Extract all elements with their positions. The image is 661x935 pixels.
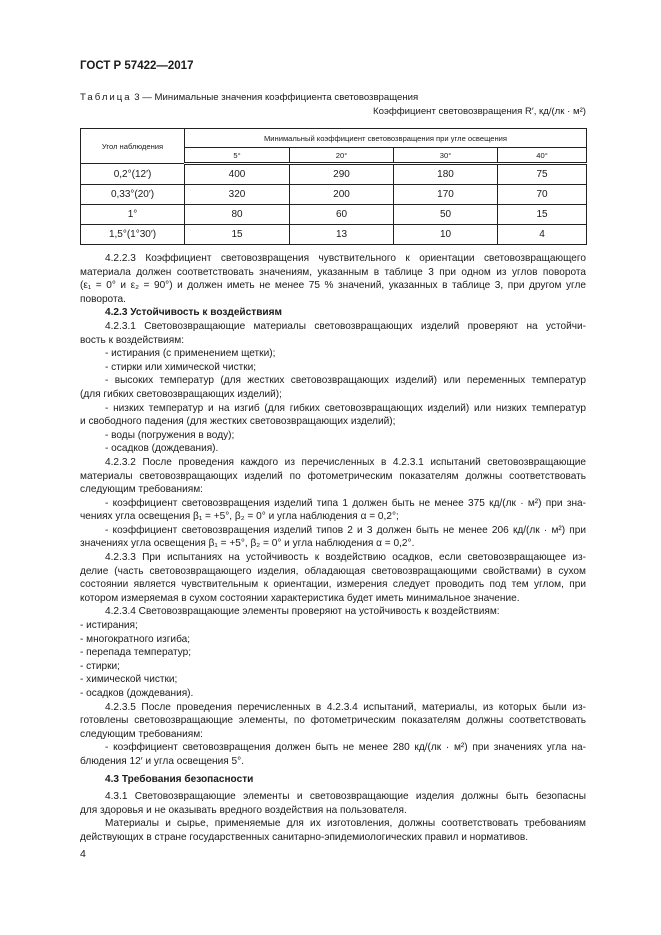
column-header-angle: 30° — [394, 148, 498, 164]
text-line: - истирания (с применением щетки); — [105, 348, 276, 360]
text-line: - осадков (дождевания). — [105, 443, 219, 455]
text-line: состоянии является чувствительным к ориентации, измерения следует проводить под тем углом, при — [80, 579, 586, 591]
text-line: - коэффициент световозвращения должен быть не менее 280 кд/(лк · м²) при значениях угла на- — [105, 742, 586, 754]
text-line: - перепада температур; — [80, 647, 192, 659]
text-line: Материалы и сырье, применяемые для их изготовления, должны соответствовать требованиям — [105, 818, 586, 830]
text-line: готовлены световозвращающие элементы, по фотометрическим показателям должны соответствовать — [80, 715, 586, 727]
text-line: делие (часть световозвращающего изделия, обладающая световозвращающими свойствами) в сухом — [80, 565, 586, 577]
text-line: материалы световозвращающих изделий по фотометрическим показателям должны соответствовать — [80, 470, 586, 482]
text-line: 4.2.3.1 Световозвращающие материалы световозвращающих изделий проверяют на устойчи- — [105, 320, 586, 332]
text-line: материала должен соответствовать значениям, указанным в таблице 3 при одном из углов поворота — [80, 266, 586, 278]
row-angle: 1° — [81, 205, 185, 225]
column-header-angle: 20° — [290, 148, 394, 164]
text-line: - истирания; — [80, 620, 138, 632]
table-cell: 80 — [185, 205, 290, 225]
table-cell: 180 — [394, 164, 498, 185]
row-angle: 0,2°(12′) — [81, 164, 185, 185]
row-angle: 1,5°(1°30′) — [81, 225, 185, 245]
text-line: 4.2.3.4 Световозвращающие элементы проверяют на устойчивость к воздействиям: — [105, 606, 500, 618]
text-line: - химической чистки; — [80, 674, 178, 686]
table-cell: 400 — [185, 164, 290, 185]
document-header: ГОСТ Р 57422—2017 — [80, 60, 194, 72]
text-line: и свободного падения (для жестких световозвращающих изделий); — [80, 416, 396, 428]
table-cell: 320 — [185, 185, 290, 205]
text-line: - низких температур и на изгиб (для гибких световозвращающих изделий) или низких температур — [105, 402, 586, 414]
text-line: 4.2.3.3 При испытаниях на устойчивость к воздействию осадков, если световозвращающее из- — [105, 552, 586, 564]
table-cell: 10 — [394, 225, 498, 245]
text-line: чениях угла освещения β₁ = +5°, β₂ = 0° и угла наблюдения α = 0,2°; — [80, 511, 399, 523]
text-line: поворота. — [80, 293, 126, 305]
table-cell: 60 — [290, 205, 394, 225]
text-line: - коэффициент световозвращения изделий типов 2 и 3 должен быть не менее 206 кд/(лк · м²) при — [105, 524, 586, 536]
text-line: - высоких температур (для жестких световозвращающих изделий) или переменных температур — [105, 375, 586, 387]
text-line: действующих в стране государственных санитарно-эпидемиологических правил и нормативов. — [80, 831, 529, 843]
table-cell: 290 — [290, 164, 394, 185]
table-cell: 15 — [498, 205, 587, 225]
table-cell: 13 — [290, 225, 394, 245]
column-header-angle: 5° — [185, 148, 290, 164]
text-line: 4.3.1 Световозвращающие элементы и световозвращающие изделия должны быть безопасны — [105, 791, 586, 803]
column-header-observation-angle: Угол наблюдения — [81, 129, 185, 164]
page-number: 4 — [80, 848, 86, 860]
table-cell: 4 — [498, 225, 587, 245]
row-angle: 0,33°(20′) — [81, 185, 185, 205]
document-body — [80, 252, 586, 845]
table-caption-text: 3 — Минимальные значения коэффициента световозвращения — [134, 92, 419, 103]
table-row — [81, 225, 587, 245]
table-cell: 75 — [498, 164, 587, 185]
column-header-angle: 40° — [498, 148, 587, 164]
table-cell: 170 — [394, 185, 498, 205]
text-line: - многократного изгиба; — [80, 633, 191, 645]
text-line: котором измеряемая в сухом состоянии характеристика будет иметь минимальное значение. — [80, 592, 520, 604]
text-line: блюдения 12′ и угла освещения 5°. — [80, 755, 244, 767]
text-line: 4.2.3.2 После проведения каждого из перечисленных в 4.2.3.1 испытаний световозвращающие — [105, 456, 586, 468]
table-cell: 15 — [185, 225, 290, 245]
table-caption-label: Таблица — [80, 92, 132, 103]
table-cell: 70 — [498, 185, 587, 205]
text-line: (ε₁ = 0° и ε₂ = 90°) и должен иметь не менее 75 % значений, указанных в таблице 3, при другом угле — [80, 280, 586, 292]
text-line: 4.2.2.3 Коэффициент световозвращения чувствительного к ориентации световозвращающего — [105, 253, 586, 264]
text-line: значениях угла освещения β₁ = +5°, β₂ = 0° и угла наблюдения α = 0,2°. — [80, 538, 415, 550]
text-line: 4.2.3.5 После проведения перечисленных в 4.2.3.4 испытаний, материалы, из которых были из- — [105, 701, 586, 713]
text-line: вость к воздействиям: — [80, 334, 184, 346]
text-line: следующим требованиям: — [80, 728, 203, 740]
text-line: следующим требованиям: — [80, 484, 203, 496]
table-row — [81, 205, 587, 225]
table-row — [81, 185, 587, 205]
table-cell: 200 — [290, 185, 394, 205]
text-line: - стирки; — [80, 660, 120, 672]
table-caption — [80, 92, 418, 103]
section-heading: 4.3 Требования безопасности — [105, 773, 254, 785]
table-cell: 50 — [394, 205, 498, 225]
section-heading: 4.2.3 Устойчивость к воздействиям — [105, 307, 282, 319]
text-line: - стирки или химической чистки; — [105, 361, 257, 373]
text-line: - осадков (дождевания). — [80, 688, 194, 699]
text-line: (для гибких световозвращающих изделий); — [80, 388, 282, 400]
column-group-header: Минимальный коэффициент световозвращения при угле освещения — [185, 129, 587, 148]
text-line: для здоровья и не оказывать вредного воздействия на пользователя. — [80, 804, 407, 816]
table-units: Коэффициент световозвращения R′, кд/(лк · м²) — [373, 106, 586, 117]
text-line: - воды (погружения в воду); — [105, 429, 235, 441]
retroreflection-table — [80, 128, 587, 245]
text-line: - коэффициент световозвращения изделий типа 1 должен быть не менее 375 кд/(лк · м²) при зна- — [105, 497, 586, 509]
table-row — [81, 164, 587, 185]
